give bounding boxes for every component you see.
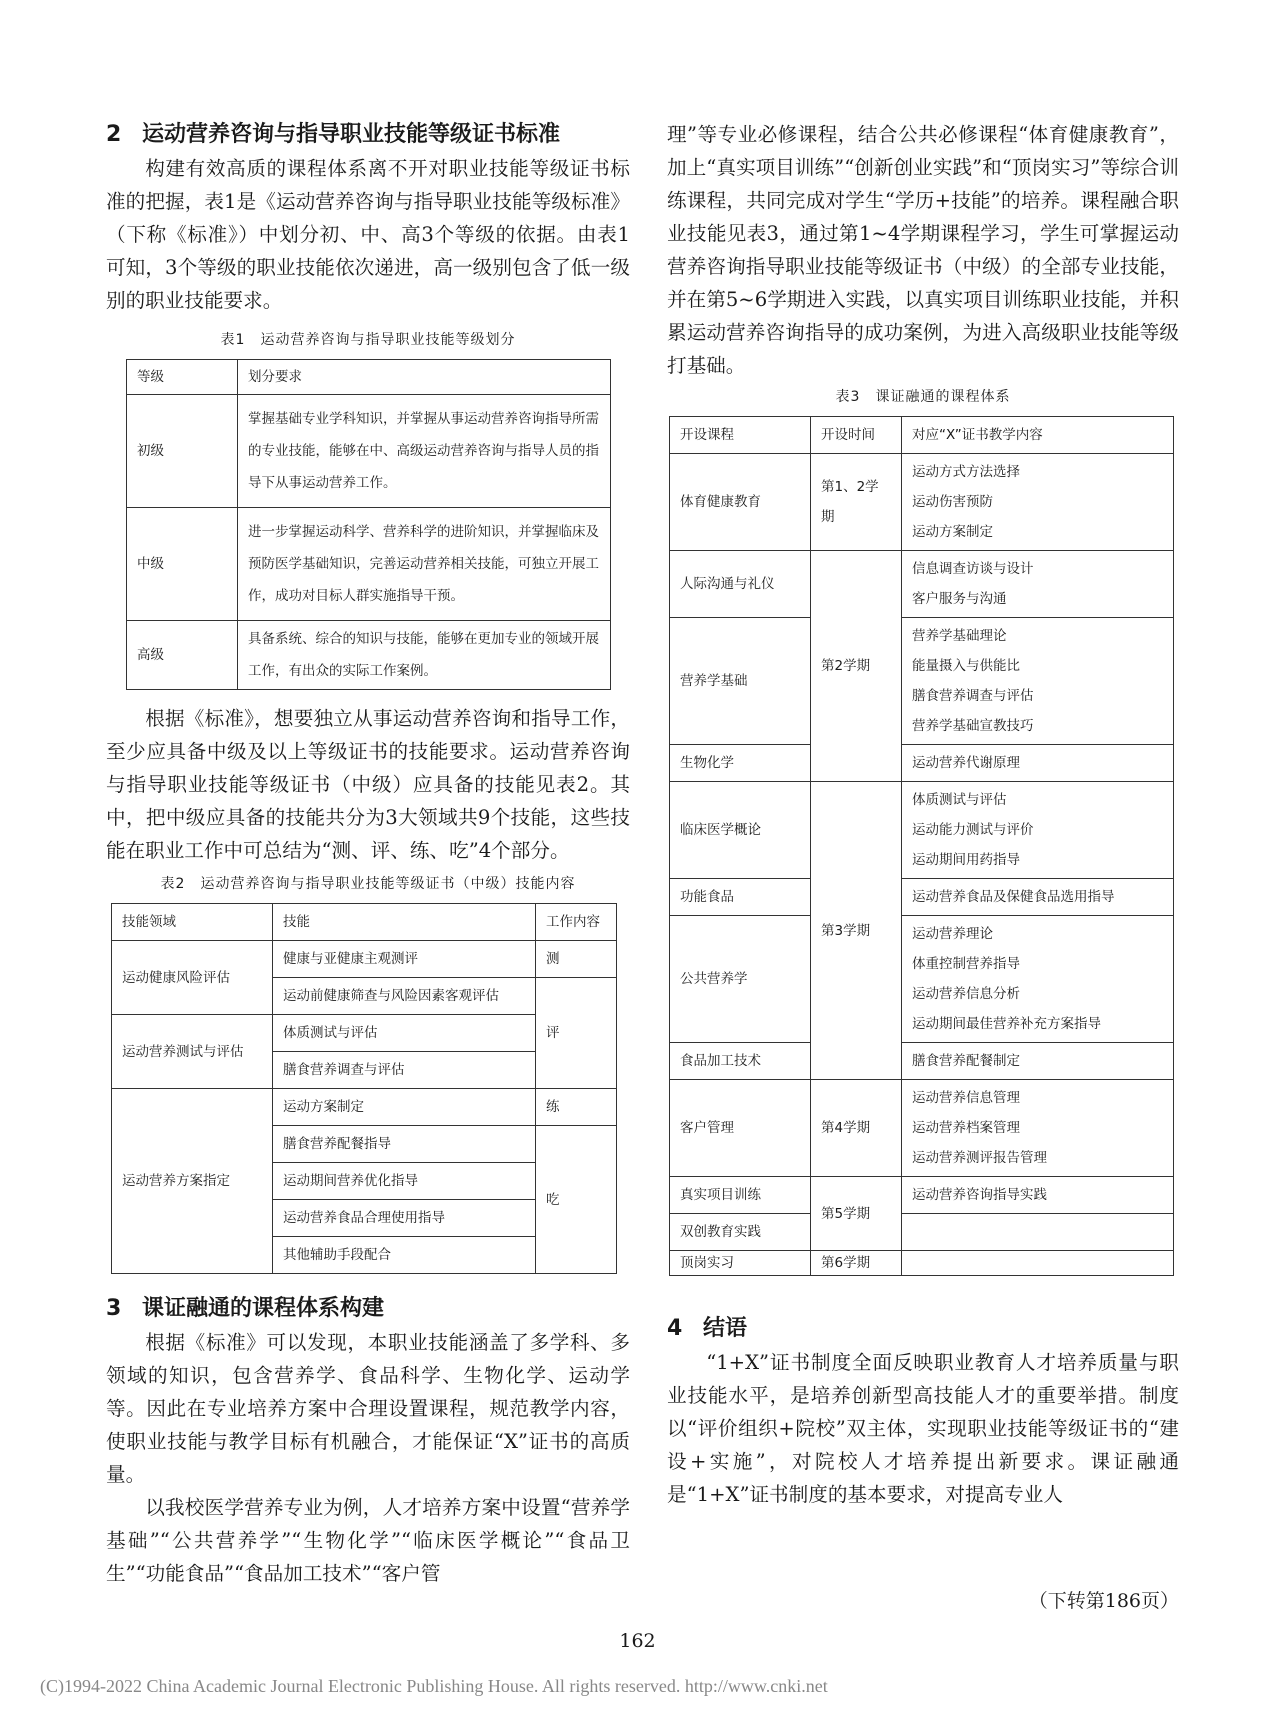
table-cell: 食品加工技术 xyxy=(670,1043,811,1080)
left-column xyxy=(106,118,630,1590)
table-row xyxy=(670,1251,1174,1276)
table-cell: 功能食品 xyxy=(670,879,811,916)
table-cell xyxy=(902,618,1174,745)
section-4-heading xyxy=(667,1312,1179,1346)
content-line xyxy=(912,1217,1163,1247)
content-line: 营养学基础宣教技巧 xyxy=(912,718,1034,734)
table-row xyxy=(670,1214,1174,1251)
table-row xyxy=(127,508,611,621)
content-line: 体重控制营养指导 xyxy=(912,956,1020,972)
table-cell: 初级 xyxy=(127,395,238,508)
table-cell: 运动期间营养优化指导 xyxy=(273,1163,536,1200)
table-cell: 评 xyxy=(536,978,617,1089)
content-line: 信息调查访谈与设计 xyxy=(912,561,1034,577)
table-header: 开设时间 xyxy=(811,417,902,454)
table-2 xyxy=(111,903,617,1274)
table-cell xyxy=(902,879,1174,916)
table-cell: 第4学期 xyxy=(811,1080,902,1177)
table-2-caption: 表2 运动营养咨询与指导职业技能等级证书（中级）技能内容 xyxy=(160,876,576,892)
table-cell: 掌握基础专业学科知识，并掌握从事运动营养咨询指导所需的专业技能，能够在中、高级运动营养咨询与指导人员的指导下从事运动营养工作。 xyxy=(238,395,611,508)
section-number: 4 xyxy=(667,1316,683,1341)
table-cell xyxy=(902,454,1174,551)
section-title: 运动营养咨询与指导职业技能等级证书标准 xyxy=(142,122,561,147)
paragraph: 理”等专业必修课程，结合公共必修课程“体育健康教育”，加上“真实项目训练”“创新创业实践”和“顶岗实习”等综合训练课程，共同完成对学生“学历+技能”的培养。课程融合职业技能见表3，通过第1~4学期课程学习，学生可掌握运动营养咨询指导职业技能等级证书（中级）的全部专业技能，并在第5~6学期进入实践，以真实项目训练职业技能，并积累运动营养咨询指导的成功案例，为进入高级职业技能等级打基础。 xyxy=(667,123,1179,377)
table-header: 技能领域 xyxy=(112,904,273,941)
table-cell: 运动健康风险评估 xyxy=(112,941,273,1015)
table-cell xyxy=(902,1251,1174,1276)
table-row xyxy=(112,1089,617,1126)
table-cell xyxy=(902,916,1174,1043)
table-cell: 高级 xyxy=(127,621,238,690)
table-cell: 运动营养食品合理使用指导 xyxy=(273,1200,536,1237)
table-cell: 测 xyxy=(536,941,617,978)
table-cell: 运动方案制定 xyxy=(273,1089,536,1126)
content-line: 运动营养信息分析 xyxy=(912,986,1020,1002)
table-3-caption: 表3 课证融通的课程体系 xyxy=(835,389,1011,405)
content-line: 体质测试与评估 xyxy=(912,792,1007,808)
table-1 xyxy=(126,359,611,690)
section-number: 3 xyxy=(106,1296,122,1321)
content-line: 运动营养测评报告管理 xyxy=(912,1150,1047,1166)
content-line: 运动伤害预防 xyxy=(912,494,993,510)
section-3-heading xyxy=(106,1292,630,1326)
table-cell: 运动前健康筛查与风险因素客观评估 xyxy=(273,978,536,1015)
table-cell xyxy=(902,1214,1174,1251)
table-cell: 第5学期 xyxy=(811,1177,902,1251)
table-3 xyxy=(669,416,1174,1276)
table-cell: 具备系统、综合的知识与技能，能够在更加专业的领域开展工作，有出众的实际工作案例。 xyxy=(238,621,611,690)
table-header: 对应“X”证书教学内容 xyxy=(902,417,1174,454)
table-cell xyxy=(902,1177,1174,1214)
right-column xyxy=(667,118,1179,1511)
content-line: 运动营养食品及保健食品选用指导 xyxy=(912,889,1115,905)
content-line: 客户服务与沟通 xyxy=(912,591,1007,607)
content-line: 运动能力测试与评价 xyxy=(912,822,1034,838)
table-row xyxy=(670,551,1174,618)
table-cell: 运动营养测试与评估 xyxy=(112,1015,273,1089)
table-cell: 临床医学概论 xyxy=(670,782,811,879)
table-cell: 客户管理 xyxy=(670,1080,811,1177)
table-cell: 练 xyxy=(536,1089,617,1126)
table-row xyxy=(670,879,1174,916)
paragraph: “1+X”证书制度全面反映职业教育人才培养质量与职业技能水平，是培养创新型高技能人才的重要举措。制度以“评价组织+院校”双主体，实现职业技能等级证书的“建设+实施”，对院校人才培养提出新要求。课证融通是“1+X”证书制度的基本要求，对提高专业人 xyxy=(667,1351,1179,1506)
table-1-caption: 表1 运动营养咨询与指导职业技能等级划分 xyxy=(220,332,516,348)
table-cell: 膳食营养配餐指导 xyxy=(273,1126,536,1163)
content-line: 膳食营养调查与评估 xyxy=(912,688,1034,704)
table-header: 技能 xyxy=(273,904,536,941)
table-header: 划分要求 xyxy=(238,360,611,395)
table-header: 等级 xyxy=(127,360,238,395)
table-row xyxy=(670,1080,1174,1177)
table-cell xyxy=(902,1080,1174,1177)
content-line: 运动方案制定 xyxy=(912,524,993,540)
table-row xyxy=(127,621,611,690)
paragraph: 构建有效高质的课程体系离不开对职业技能等级证书标准的把握，表1是《运动营养咨询与指导职业技能等级标准》（下称《标准》）中划分初、中、高3个等级的依据。由表1可知，3个等级的职业技能依次递进，高一级别包含了低一级别的职业技能要求。 xyxy=(106,157,630,312)
table-cell: 运动营养方案指定 xyxy=(112,1089,273,1274)
table-row xyxy=(670,916,1174,1043)
content-line: 运动营养档案管理 xyxy=(912,1120,1020,1136)
content-line: 运动营养理论 xyxy=(912,926,993,942)
table-cell: 顶岗实习 xyxy=(670,1251,811,1276)
table-row xyxy=(670,454,1174,551)
continued-note: （下转第186页） xyxy=(1028,1590,1179,1612)
page-number: 162 xyxy=(619,1630,656,1652)
content-line: 运动营养代谢原理 xyxy=(912,755,1020,771)
table-row xyxy=(670,1043,1174,1080)
paragraph: 以我校医学营养专业为例，人才培养方案中设置“营养学基础”“公共营养学”“生物化学”“临床医学概论”“食品卫生”“功能食品”“食品加工技术”“客户管 xyxy=(106,1496,630,1585)
table-cell: 公共营养学 xyxy=(670,916,811,1043)
table-header: 工作内容 xyxy=(536,904,617,941)
table-row xyxy=(127,395,611,508)
table-cell: 体育健康教育 xyxy=(670,454,811,551)
table-cell: 第1、2学期 xyxy=(811,454,902,551)
table-cell: 膳食营养调查与评估 xyxy=(273,1052,536,1089)
table-row xyxy=(670,1177,1174,1214)
section-title: 结语 xyxy=(703,1316,748,1341)
table-cell xyxy=(902,745,1174,782)
table-cell: 生物化学 xyxy=(670,745,811,782)
content-line: 运动营养信息管理 xyxy=(912,1090,1020,1106)
table-cell: 第2学期 xyxy=(811,551,902,782)
paragraph: 根据《标准》，想要独立从事运动营养咨询和指导工作，至少应具备中级及以上等级证书的技能要求。运动营养咨询与指导职业技能等级证书（中级）应具备的技能见表2。其中，把中级应具备的技能共分为3大领域共9个技能，这些技能在职业工作中可总结为“测、评、练、吃”4个部分。 xyxy=(106,707,630,862)
table-cell: 人际沟通与礼仪 xyxy=(670,551,811,618)
table-row xyxy=(670,782,1174,879)
table-cell: 第6学期 xyxy=(811,1251,902,1276)
table-cell: 营养学基础 xyxy=(670,618,811,745)
table-cell: 进一步掌握运动科学、营养科学的进阶知识，并掌握临床及预防医学基础知识，完善运动营养相关技能，可独立开展工作，成功对目标人群实施指导干预。 xyxy=(238,508,611,621)
section-number: 2 xyxy=(106,122,122,147)
table-row xyxy=(670,745,1174,782)
copyright-footer: (C)1994-2022 China Academic Journal Electronic Publishing House. All rights reserved. http://www.cnki.net xyxy=(40,1676,828,1696)
section-2-heading xyxy=(106,118,630,152)
table-cell: 第3学期 xyxy=(811,782,902,1080)
content-line: 运动期间用药指导 xyxy=(912,852,1020,868)
content-line: 运动期间最佳营养补充方案指导 xyxy=(912,1016,1101,1032)
table-header: 开设课程 xyxy=(670,417,811,454)
table-cell: 吃 xyxy=(536,1126,617,1274)
content-line: 营养学基础理论 xyxy=(912,628,1007,644)
table-cell: 健康与亚健康主观测评 xyxy=(273,941,536,978)
table-cell xyxy=(902,782,1174,879)
table-cell: 体质测试与评估 xyxy=(273,1015,536,1052)
content-line: 能量摄入与供能比 xyxy=(912,658,1020,674)
content-line: 运动营养咨询指导实践 xyxy=(912,1187,1047,1203)
table-row xyxy=(112,941,617,978)
table-row xyxy=(670,618,1174,745)
table-cell xyxy=(902,551,1174,618)
table-cell: 中级 xyxy=(127,508,238,621)
table-cell: 真实项目训练 xyxy=(670,1177,811,1214)
paragraph: 根据《标准》可以发现，本职业技能涵盖了多学科、多领域的知识，包含营养学、食品科学、生物化学、运动学等。因此在专业培养方案中合理设置课程，规范教学内容，使职业技能与教学目标有机融合，才能保证“X”证书的高质量。 xyxy=(106,1331,630,1486)
section-title: 课证融通的课程体系构建 xyxy=(142,1296,385,1321)
table-cell: 其他辅助手段配合 xyxy=(273,1237,536,1274)
content-line: 膳食营养配餐制定 xyxy=(912,1053,1020,1069)
table-cell: 双创教育实践 xyxy=(670,1214,811,1251)
content-line: 运动方式方法选择 xyxy=(912,464,1020,480)
table-cell xyxy=(902,1043,1174,1080)
